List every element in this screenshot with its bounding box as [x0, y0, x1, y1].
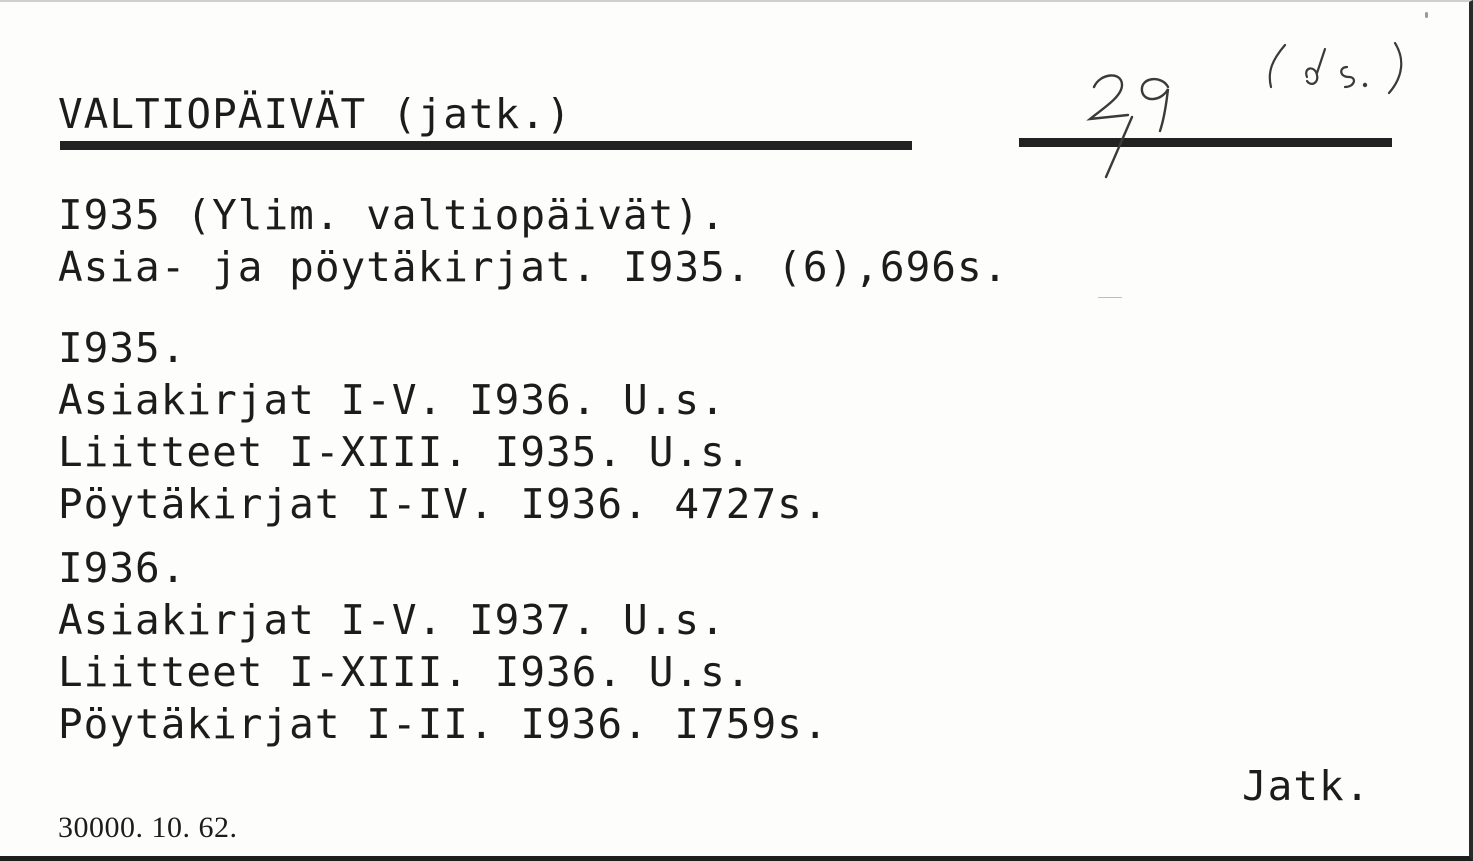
print-code: 30000. 10. 62. — [58, 811, 238, 844]
entry-line: Pöytäkirjat I-IV. I936. 4727s. — [58, 480, 829, 528]
entry-1935-extraordinary — [58, 189, 1008, 293]
entry-line: Liitteet I-XIII. I935. U.s. — [58, 428, 752, 476]
paper-speck — [1098, 297, 1122, 298]
entry-year: I936. — [58, 544, 187, 592]
card-heading: VALTIOPÄIVÄT (jatk.) — [58, 90, 572, 138]
entry-line: Liitteet I-XIII. I936. U.s. — [58, 648, 752, 696]
handwritten-note — [1255, 37, 1425, 107]
entry-line: I935 (Ylim. valtiopäivät). — [58, 191, 726, 239]
entry-year: I935. — [58, 324, 187, 372]
entry-1936 — [58, 542, 829, 750]
entry-line: Asiakirjat I-V. I937. U.s. — [58, 596, 726, 644]
entry-1935 — [58, 322, 829, 530]
entry-line: Asiakirjat I-V. I936. U.s. — [58, 376, 726, 424]
entry-line: Asia- ja pöytäkirjat. I935. (6),696s. — [58, 243, 1009, 291]
heading-underline — [60, 141, 912, 150]
paper-speck — [1425, 12, 1428, 18]
continued-label: Jatk. — [1242, 762, 1371, 810]
shelfmark-underline — [1019, 138, 1392, 147]
entry-line: Pöytäkirjat I-II. I936. I759s. — [58, 700, 829, 748]
handwritten-shelfmark — [1080, 57, 1190, 187]
